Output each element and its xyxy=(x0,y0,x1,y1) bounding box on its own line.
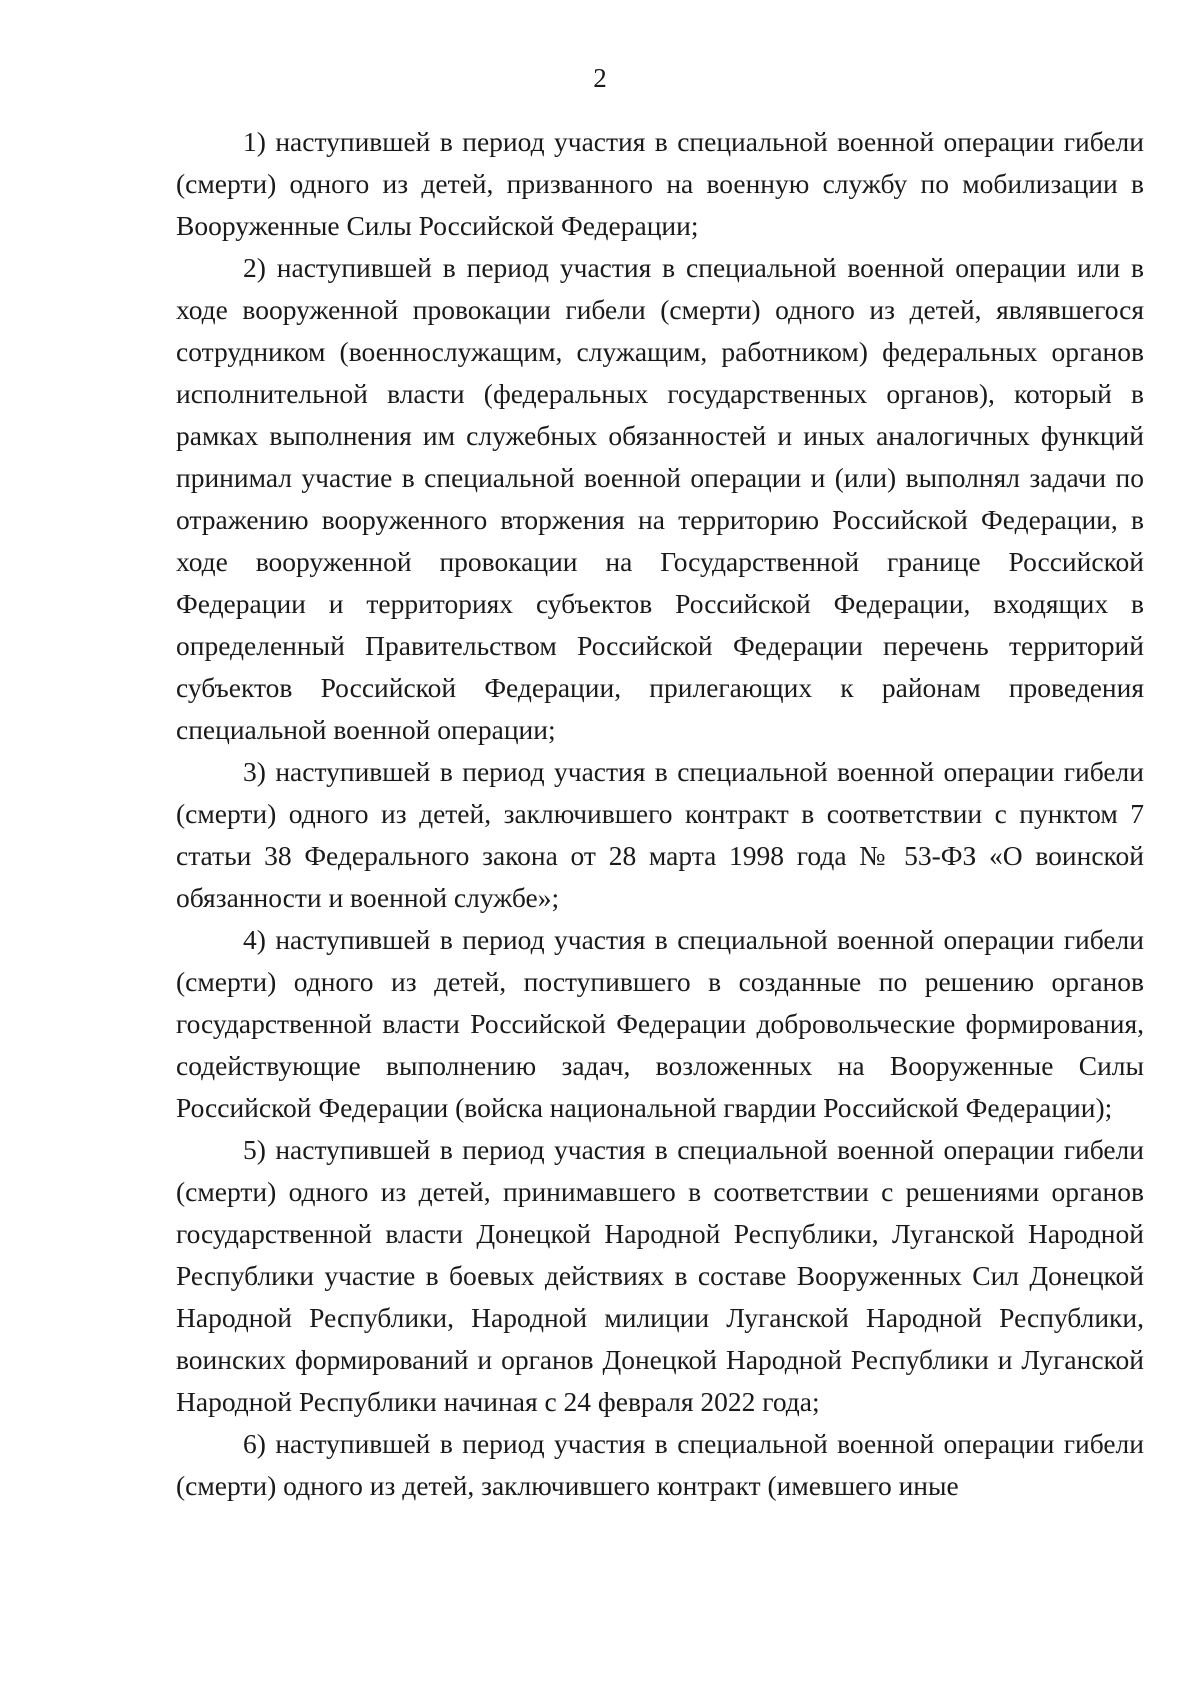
paragraph-item-2: 2) наступившей в период участия в специальной военной операции или в ходе вооруженной провокации гибели (смерти) одного из детей, являвшегося сотрудником (военнослужащим, служащим, работником) федеральных органов исполнительной власти (федеральных государственных органов), который в рамках выполнения им служебных обязанностей и иных аналогичных функций принимал участие в специальной военной операции и (или) выполнял задачи по отражению вооруженного вторжения на территорию Российской Федерации, в ходе вооруженной провокации на Государственной границе Российской Федерации и территориях субъектов Российской Федерации, входящих в определенный Правительством Российской Федерации перечень территорий субъектов Российской Федерации, прилегающих к районам проведения специальной военной операции; xyxy=(176,252,1144,745)
paragraph-item-6: 6) наступившей в период участия в специальной военной операции гибели (смерти) одного из детей, заключившего контракт (имевшего иные xyxy=(176,1428,1144,1501)
paragraph-item-1: 1) наступившей в период участия в специальной военной операции гибели (смерти) одного из детей, призванного на военную службу по мобилизации в Вооруженные Силы Российской Федерации; xyxy=(176,126,1144,241)
paragraph-item-4: 4) наступившей в период участия в специальной военной операции гибели (смерти) одного из детей, поступившего в созданные по решению органов государственной власти Российской Федерации добровольческие формирования, содействующие выполнению задач, возложенных на Вооруженные Силы Российской Федерации (войска национальной гвардии Российской Федерации); xyxy=(176,924,1144,1123)
page-number: 2 xyxy=(593,63,607,93)
paragraph-item-5: 5) наступившей в период участия в специальной военной операции гибели (смерти) одного из детей, принимавшего в соответствии с решениями органов государственной власти Донецкой Народной Республики, Луганской Народной Республики участие в боевых действиях в составе Вооруженных Сил Донецкой Народной Республики, Народной милиции Луганской Народной Республики, воинских формирований и органов Донецкой Народной Республики и Луганской Народной Республики начиная с 24 февраля 2022 года; xyxy=(176,1134,1144,1417)
paragraph-item-3: 3) наступившей в период участия в специальной военной операции гибели (смерти) одного из детей, заключившего контракт в соответствии с пунктом 7 статьи 38 Федерального закона от 28 марта 1998 года № 53-ФЗ «О воинской обязанности и военной службе»; xyxy=(176,756,1144,913)
document-body xyxy=(176,121,1144,1507)
